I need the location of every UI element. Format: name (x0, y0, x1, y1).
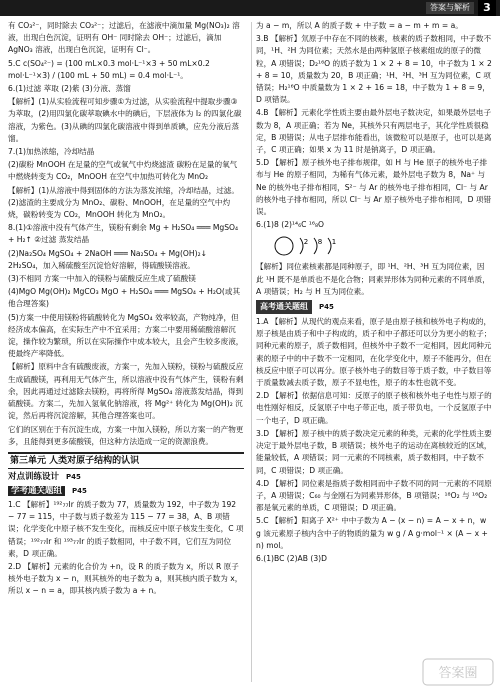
header-bar (0, 0, 500, 16)
nucleus-circle (275, 237, 293, 255)
train-title (8, 471, 244, 483)
section-title (256, 300, 492, 314)
paragraph: (5)方案一中使用镁粉将硫酸转化为 MgSO₄ 效率较高，产物纯净，但经济成本偏高，在实际生产中不宜采用；方案二中要用稀硫酸溶解沉淀，操作较为繁琐，所以在实际操作中成本较大，且会产生较多废液，使最终产率降低。 (8, 312, 244, 359)
unit-title (8, 452, 244, 469)
paragraph: 【解析】(1)从溶液中得到固体的方法为蒸发浓缩，冷却结晶，过滤。(2)滤渣的主要成分为 MnO₂、碳粉、MnOOH，在足量的空气中灼烧，碳粉转变为 CO₂，MnOOH 转化为 MnO₂。 (8, 185, 239, 220)
header-title: 答案与解析 (426, 2, 474, 14)
right-column (256, 20, 492, 565)
paragraph: (2)Na₂SO₄ MgSO₄ + 2NaOH ═══ Na₂SO₄ + Mg(OH)₂↓ 2H₂SO₄，加入稀硫酸至沉淀恰好溶解，得硫酸镁溶液。 (8, 248, 207, 270)
sub-title-text: 学考通关题组 (8, 486, 65, 496)
page-number: 3 (478, 0, 496, 16)
shell-electrons: 1 (331, 238, 337, 247)
paragraph: 6.(1)过滤 萃取 (2)紫 (3)分液、蒸馏 (8, 84, 131, 94)
paragraph: 2.D 【解析】依据信息可知：反原子的原子核和核外电子电性与原子的电性刚好相反，反氢原子中电子带正电，质子带负电，一个反氢原子中一个电子，D 项正确。 (256, 391, 492, 425)
paragraph: 【解析】原料中含有硫酸废液，方案一，先加入镁粉，镁粉与硫酸反应生成硫酸镁，再利用无气体产生，所以溶液中没有气体产生，镁粉有剩余，因此再通过过滤除去镁粉，再将所得 MgSO₄ 溶液蒸发结晶，得到硫酸镁。方案二，先加入氢氧化钠溶液，将 Mg²⁺ 转化为 Mg(OH)₂ 沉淀，然后再将沉淀溶解，其他合理答案也可。 (8, 362, 244, 421)
paragraph: 6.(1)8 (2)¹⁴₆C ¹⁶₈O (256, 220, 324, 230)
paragraph: 3.D 【解析】原子核中的质子数决定元素的种类，元素的化学性质主要决定于最外层电子数，B 项错误；核外电子的运动在离核较近的区域，能量较低，A 项错误；同一元素的不同核素，质子数相同，中子数不同，C 项错误；D 项正确。 (256, 428, 492, 475)
section-ref: P45 (318, 303, 334, 312)
shell-electrons: 2 (303, 238, 309, 247)
atom-structure-diagram (266, 234, 406, 258)
paragraph: 为 a − m，所以 A 的质子数 + 中子数 = a − m + m = a。 (256, 21, 463, 30)
left-column (8, 20, 244, 598)
paragraph: 【解析】同位素核素都是同种原子，即 ¹H、²H、³H 互为同位素，因此 ¹H 既不是单质也不是化合物；同素异形体为同种元素的不同单质，A 项错误；H₂ 与 H 互为同位素。 (256, 262, 490, 296)
paragraph: 2.D 【解析】元素的化合价为 +n，设 R 的质子数为 x，所以 R 原子核外电子数为 x − n，则其核外的电子数为 a，则其核内质子数为 x，所以 x − n = a，即其核内质子数为 a + n。 (8, 561, 243, 596)
shell-arc (300, 238, 303, 254)
paragraph: 5.D 【解析】原子核外电子排布规律，如 H 与 He 原子的核外电子排布与 He 的原子相同，为稀有气体元素，最外层电子数为 8，Na⁺ 与 Ne 的核外电子排布相同，S²⁻ 与 Ar 的核外电子排布相同，Cl⁻ 与 Ar 的核外电子排布相同，所以 Cl⁻ 与 Ar 原子核外电子排布相同，D 项错误。 (256, 158, 492, 217)
paragraph: 6.(1)BC (2)AB (3)D (256, 553, 327, 563)
paragraph: 1.A 【解析】从现代的观点来看，原子是由原子核和核外电子构成的，原子核是由质子和中子构成的，质子和中子都还可以分为更小的粒子；同种元素的原子，质子数相同，但核外中子数不一定相同，因此同种元素的原子中的中子数不一定相同，在化学变化中，原子不能再分，但在核反应中原子可以再分。原子核外电子的数目等于质子数，中子数目等于质量数减去质子数，原子不显电性，原子的本性也就不变。 (256, 317, 492, 388)
sub-ref: P45 (71, 486, 87, 495)
sub-title (8, 485, 244, 497)
shell-electrons: 8 (317, 238, 323, 247)
paragraph: 3.B 【解析】氘原子中存在不同的核素，核素的质子数相同，中子数不同，¹H、²H 为同位素；天然水是由两种氢原子核素组成的原子的微粒，A 项错误；D₂¹⁶O 的质子数为 1 × 2 + 8 = 10，中子数为 1 × 2 + 8 = 10，质量数为 20，B 项正确；¹H、²H、³H 互为同位素，C 项错误；H₂¹⁶O 中质量数为 1 × 2 + 16 = 18，中子数为 1 + 8 = 9，D 项错误。 (256, 34, 492, 105)
paragraph: 【解析】(1)从实验流程可知步骤①为过滤，从实验流程中提取步骤③为萃取，(2)用四氯化碳萃取碘水中的碘后，下层液体为 I₂ 的四氯化碳溶液，为紫色。(3)从碘的四氯化碳溶液中得到单质碘，应先分液后蒸馏。 (8, 97, 242, 143)
paragraph: (2)碳粉 MnOOH 在足量的空气或氧气中灼烧滤渣 碳粉在足量的氧气中燃烧转变为 CO₂，MnOOH 在空气中加热可转化为 MnO₂ (8, 160, 238, 182)
paragraph: 7.(1)加热浓缩，冷却结晶 (8, 147, 95, 157)
paragraph: (3)不相同 方案一中加入的镁粉与硫酸反应生成了硫酸镁 (8, 274, 196, 284)
watermark-logo (422, 658, 494, 686)
paragraph: 8.(1)①溶液中没有气体产生，镁粉有剩余 Mg + H₂SO₄ ═══ MgSO₄ + H₂↑ ②过滤 蒸发结晶 (8, 223, 239, 245)
unit-title-text: 第三单元 人类对原子结构的认识 (10, 455, 140, 466)
paragraph: (4)MgO Mg(OH)₂ MgCO₃ MgO + H₂SO₄ ═══ MgSO₄ + H₂O(或其他合理答案) (8, 287, 241, 309)
paragraph: 5.C c(SO₄²⁻) = (100 mL×0.3 mol·L⁻¹×3 + 50 mL×0.2 mol·L⁻¹×3) / (100 mL + 50 mL) = 0.4 mol·L⁻¹。 (8, 58, 210, 80)
paragraph: 4.B 【解析】元素化学性质主要由最外层电子数决定，如果最外层电子数为 8，A 项正确；若为 Ne，其核外只有两层电子，其化学性质很稳定，B 项错误；从电子层排布能看出，该微粒可以是原子，也可以是离子，C 项正确；如果 x 为 11 时是钠离子，D 项正确。 (256, 108, 492, 155)
paragraph: 有 CO₃²⁻，同时除去 CO₃²⁻；过滤后，在滤液中滴加量 Mg(NO₃)₂ 溶液，出现白色沉淀，证明有 OH⁻ 同时除去 OH⁻；过滤后，滴加 AgNO₃ 溶液，出现白色沉淀，证明有 Cl⁻。 (8, 21, 240, 55)
train-title-text: 对点训练设计 (8, 471, 60, 482)
paragraph: 1.C 【解析】¹⁹²₇₇Ir 的质子数为 77，质量数为 192，中子数为 192 − 77 = 115，中子数与质子数差为 115 − 77 = 38，A、B 项错误；化学变化中原子核不发生变化，而核反应中原子核发生变化，C 项错误；¹⁹²₇₇Ir 和 ¹⁹³₇₇Ir 的质子数相同，中子数不同，它们互为同位素，D 项正确。 (8, 499, 244, 558)
paragraph: 5.C 【解析】阳离子 X²⁺ 中中子数为 A − (x − n) = A − x + n，w g 该元素原子核内含中子的物质的量为 w g / A g·mol⁻¹ × (A − x + n) mol。 (256, 516, 488, 550)
section-title-text: 高考通关题组 (256, 300, 312, 314)
paragraph: 4.D 【解析】同位素是指质子数相同而中子数不同的同一元素的不同原子，A 项错误；C₆₀ 与金刚石为同素异形体，B 项错误；¹⁸O₂ 与 ¹⁶O₂ 都是氧元素的单质，C 项错误；D 项正确。 (256, 478, 492, 513)
paragraph: 它们的区别在于有沉淀生成，方案一中加入镁粉，所以方案一的产物更多，且能得到更多硫酸镁，但这种方法造成一定的资源浪费。 (8, 424, 244, 446)
watermark-text: 答案圈 (438, 666, 478, 681)
shell-arc (328, 238, 331, 254)
shell-arc (314, 238, 317, 254)
train-ref: P45 (65, 472, 81, 481)
column-divider (251, 22, 252, 682)
